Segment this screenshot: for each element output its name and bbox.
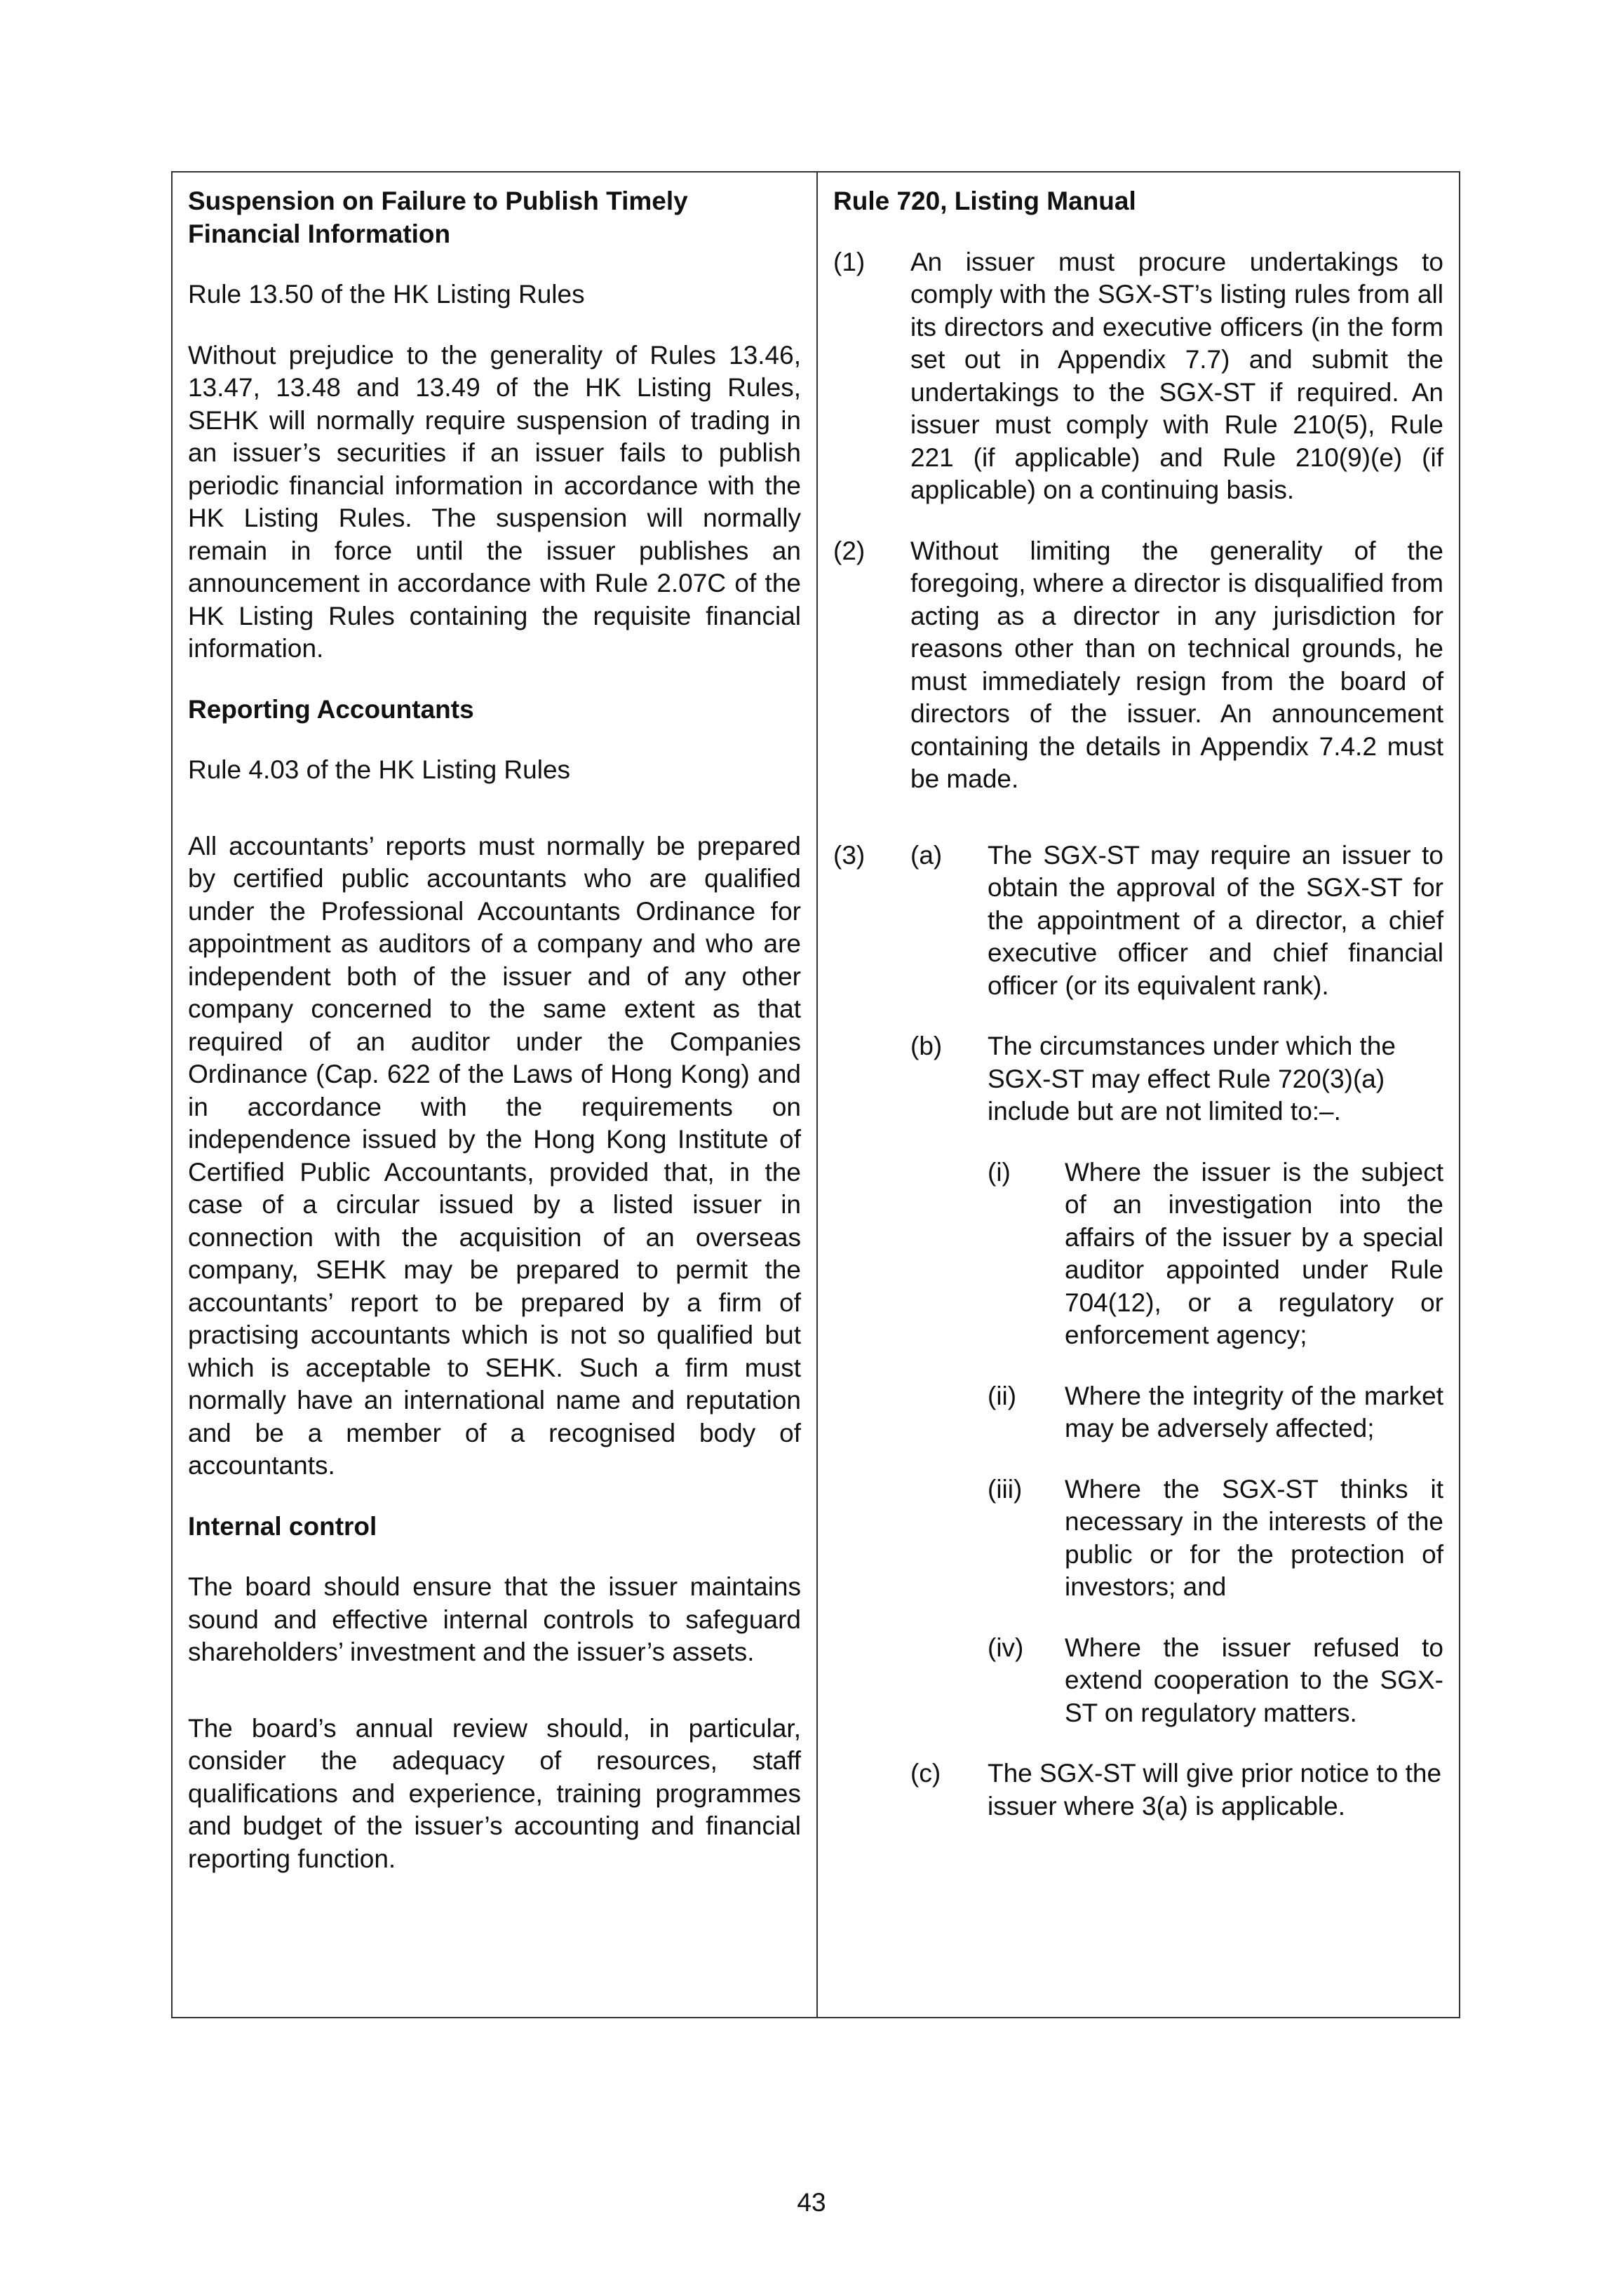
page-number: 43	[797, 2188, 826, 2217]
subitem-number: (b)	[910, 1032, 943, 1060]
subitem-number: (iii)	[988, 1474, 1023, 1504]
subitem-number: (a)	[910, 840, 943, 870]
heading-reporting-accountants: Reporting Accountants	[188, 694, 474, 724]
comparison-table	[171, 171, 1460, 2018]
subitem-text: The SGX-ST may require an issuer to obtain the approval of the SGX-ST for the appointment of a director, a chief executive officer and chief financial officer (or its equivalent rank).	[988, 840, 1443, 1000]
item-3-subitems	[910, 839, 1443, 1823]
heading-rule-720: Rule 720, Listing Manual	[833, 187, 1136, 215]
rule-item-1	[833, 246, 1443, 507]
paragraph-internal-control: The board should ensure that the issuer maintains sound and effective internal controls to safeguard shareholders’ investment and the issuer’s assets.	[188, 1572, 801, 1666]
subitem-text: Where the issuer is the subject of an investigation into the affairs of the issuer by a special auditor appointed under Rule 704(12), or a regulatory or enforcement agency;	[1065, 1157, 1443, 1349]
subitem-number: (c)	[910, 1759, 941, 1788]
item-number: (3)	[833, 840, 866, 870]
rule-item-2	[833, 535, 1443, 796]
subitem-b-content	[988, 1030, 1443, 1729]
rule-13-50-reference: Rule 13.50 of the HK Listing Rules	[188, 280, 585, 309]
subitem-b	[910, 1030, 1443, 1729]
subitem-i	[988, 1156, 1443, 1352]
subitem-a	[910, 839, 1443, 1003]
item-number: (2)	[833, 536, 866, 565]
subitem-number: (i)	[988, 1157, 1011, 1187]
subitem-text: The circumstances under which the SGX-ST may effect Rule 720(3)(a) include but are not limited to:–.	[988, 1032, 1396, 1126]
item-number: (1)	[833, 247, 866, 276]
subitem-c	[910, 1757, 1443, 1823]
item-text: Without limiting the generality of the foregoing, where a director is disqualified from acting as a director in any jurisdiction for reasons other than on technical grounds, he must immediately resign from the board of directors of the issuer. An announcement containing the details in Appendix 7.4.2 must be made.	[910, 536, 1443, 793]
paragraph-annual-review: The board’s annual review should, in particular, consider the adequacy of resources, staff qualifications and experience, training programmes and budget of the issuer’s accounting and financial reporting function.	[188, 1713, 801, 1873]
subitem-iii	[988, 1473, 1443, 1604]
right-column-sgx-rules	[818, 173, 1459, 2017]
subitem-iv	[988, 1632, 1443, 1730]
left-column-hk-rules	[173, 173, 818, 2017]
subitem-text: Where the SGX-ST thinks it necessary in the interests of the public or for the protection of investors; and	[1065, 1474, 1443, 1601]
paragraph-suspension: Without prejudice to the generality of Rules 13.46, 13.47, 13.48 and 13.49 of the HK Listing Rules, SEHK will normally require suspension of trading in an issuer’s securities if an issuer fails to publish periodic financial information in accordance with the HK Listing Rules. The suspension will normally remain in force until the issuer publishes an announcement in accordance with Rule 2.07C of the HK Listing Rules containing the requisite financial information.	[188, 340, 801, 663]
subitem-text: Where the issuer refused to extend cooperation to the SGX-ST on regulatory matters.	[1065, 1633, 1443, 1727]
subitem-number: (ii)	[988, 1381, 1017, 1410]
subitem-text: Where the integrity of the market may be adversely affected;	[1065, 1381, 1443, 1443]
rule-4-03-reference: Rule 4.03 of the HK Listing Rules	[188, 755, 571, 784]
heading-internal-control: Internal control	[188, 1511, 377, 1541]
rule-item-3	[833, 839, 1443, 1823]
heading-suspension: Suspension on Failure to Publish Timely Financial Information	[188, 187, 688, 248]
subitem-ii	[988, 1380, 1443, 1445]
paragraph-reporting-accountants: All accountants’ reports must normally be prepared by certified public accountants who are qualified under the Professional Accountants Ordinance for appointment as auditors of a company and who are independent both of the issuer and of any other company concerned to the same extent as that required of an auditor under the Companies Ordinance (Cap. 622 of the Laws of Hong Kong) and in accordance with the requirements on independence issued by the Hong Kong Institute of Certified Public Accountants, provided that, in the case of a circular issued by a listed issuer in connection with the acquisition of an overseas company, SEHK may be prepared to permit the accountants’ report to be prepared by a firm of practising accountants which is not so qualified but which is acceptable to SEHK. Such a firm must normally have an international name and reputation and be a member of a recognised body of accountants.	[188, 831, 801, 1480]
subitem-text: The SGX-ST will give prior notice to the issuer where 3(a) is applicable.	[988, 1759, 1442, 1821]
item-text: An issuer must procure undertakings to comply with the SGX-ST’s listing rules from all its directors and executive officers (in the form set out in Appendix 7.7) and submit the undertakings to the SGX-ST if required. An issuer must comply with Rule 210(5), Rule 221 (if applicable) and Rule 210(9)(e) (if applicable) on a continuing basis.	[910, 247, 1443, 504]
subitem-number: (iv)	[988, 1633, 1024, 1662]
